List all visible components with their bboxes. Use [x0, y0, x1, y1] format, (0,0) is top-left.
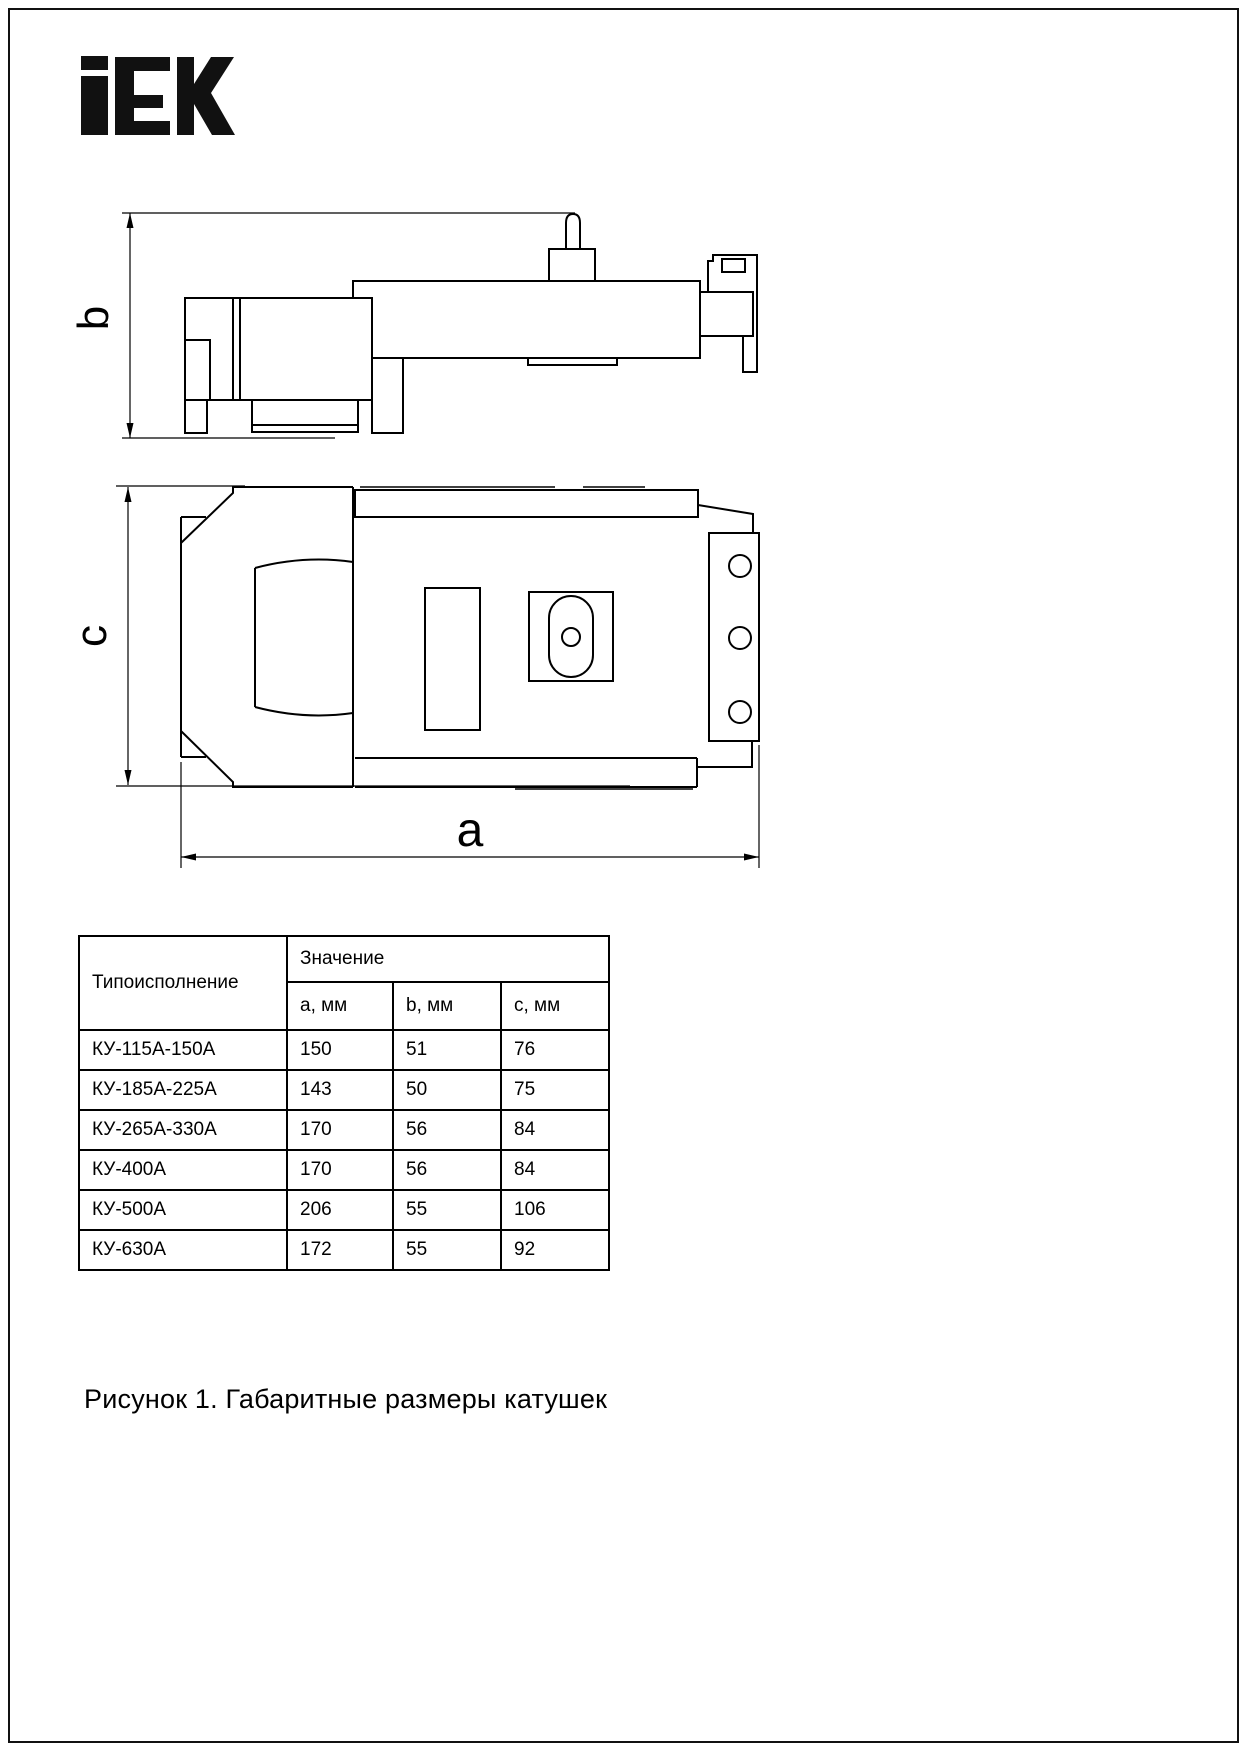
cell-c: 84	[501, 1150, 609, 1190]
cell-type: КУ-500А	[79, 1190, 287, 1230]
pin	[566, 214, 580, 249]
coil-block	[255, 560, 353, 716]
header-c-mm: c, мм	[501, 982, 609, 1030]
figure-caption: Рисунок 1. Габаритные размеры катушек	[84, 1384, 608, 1414]
dimensions-table	[78, 935, 610, 1271]
cell-type: КУ-185А-225А	[79, 1070, 287, 1110]
cell-c: 92	[501, 1230, 609, 1270]
cell-c: 75	[501, 1070, 609, 1110]
cell-c: 76	[501, 1030, 609, 1070]
cell-b: 56	[393, 1150, 501, 1190]
cell-type: КУ-400А	[79, 1150, 287, 1190]
table-row	[79, 1070, 609, 1110]
table-row	[79, 1190, 609, 1230]
dim-b-label: b	[69, 305, 118, 331]
cell-type: КУ-265А-330А	[79, 1110, 287, 1150]
top-view	[181, 487, 759, 789]
cell-a: 150	[287, 1030, 393, 1070]
header-value: Значение	[287, 936, 609, 982]
terminal-hole	[729, 627, 751, 649]
header-b-mm: b, мм	[393, 982, 501, 1030]
side-view	[185, 214, 757, 433]
cell-a: 170	[287, 1110, 393, 1150]
cell-a: 143	[287, 1070, 393, 1110]
cell-b: 56	[393, 1110, 501, 1150]
terminal-hole	[729, 555, 751, 577]
header-a-mm: a, мм	[287, 982, 393, 1030]
cell-a: 170	[287, 1150, 393, 1190]
cell-a: 206	[287, 1190, 393, 1230]
dim-a-label: a	[456, 804, 484, 857]
table-row	[79, 1030, 609, 1070]
cell-type: КУ-115А-150А	[79, 1030, 287, 1070]
terminal-hole	[729, 701, 751, 723]
dim-c-label: c	[67, 625, 116, 647]
cell-type: КУ-630А	[79, 1230, 287, 1270]
cell-b: 50	[393, 1070, 501, 1110]
table-row	[79, 1150, 609, 1190]
cell-a: 172	[287, 1230, 393, 1270]
table-row	[79, 1110, 609, 1150]
table-row	[79, 1230, 609, 1270]
cell-c: 106	[501, 1190, 609, 1230]
header-type: Типоисполнение	[79, 936, 287, 1030]
dimensions-table-body	[79, 1030, 609, 1270]
cell-c: 84	[501, 1110, 609, 1150]
cell-b: 55	[393, 1190, 501, 1230]
cell-b: 51	[393, 1030, 501, 1070]
cell-b: 55	[393, 1230, 501, 1270]
